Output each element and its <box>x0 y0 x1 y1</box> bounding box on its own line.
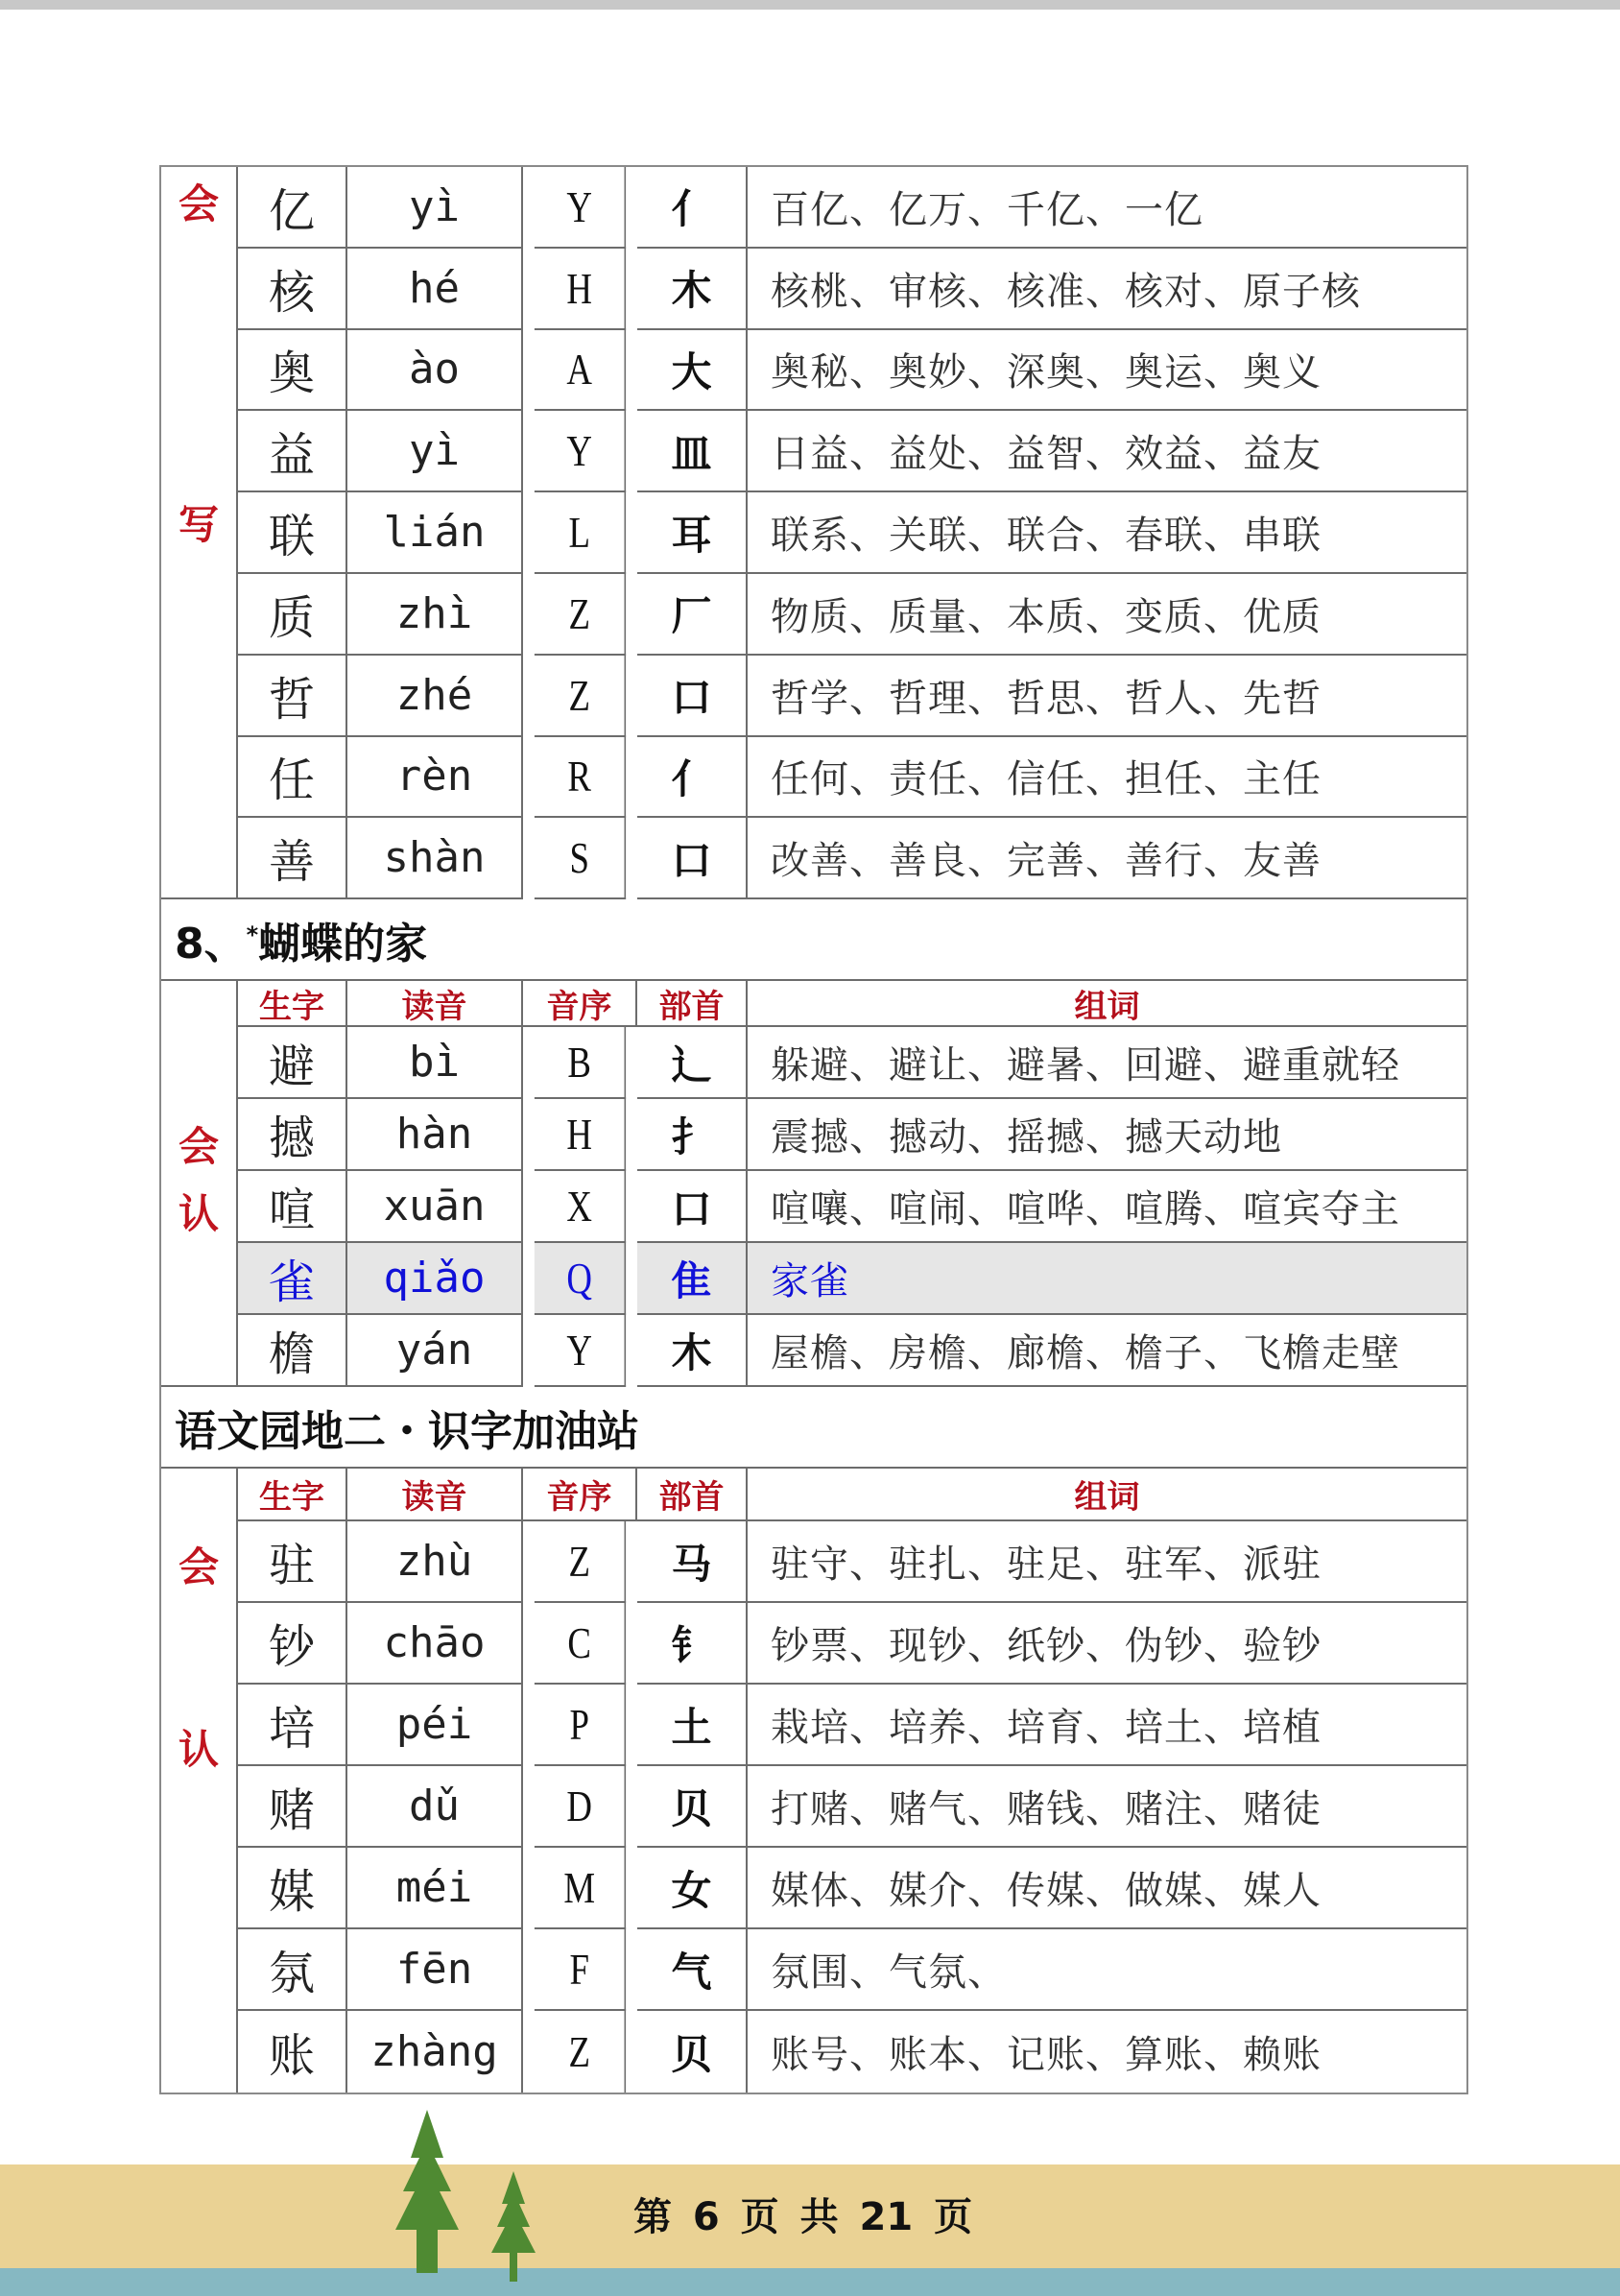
row-words-cell <box>748 411 1466 492</box>
row-char: 赌 <box>268 1783 315 1838</box>
row-words-cell <box>748 1099 1466 1171</box>
row-radical: 辶 <box>671 1040 712 1088</box>
row-char: 驻 <box>268 1539 315 1593</box>
row-char-cell <box>238 1685 347 1766</box>
row-pinyin: hé <box>409 263 460 313</box>
row-order-cell <box>535 249 626 330</box>
row-radical-cell <box>637 1315 748 1387</box>
row-char-cell <box>238 1766 347 1848</box>
label-hui: 会 <box>178 1123 219 1171</box>
row-char: 檐 <box>268 1327 315 1382</box>
row-pinyin: qiǎo <box>383 1254 486 1303</box>
row-radical-cell <box>637 411 748 492</box>
row-words: 改善、善良、完善、善行、友善 <box>771 839 1322 884</box>
row-order: Q <box>566 1254 592 1303</box>
row-words: 屋檐、房檐、廊檐、檐子、飞檐走壁 <box>771 1331 1400 1376</box>
row-pinyin-cell <box>347 1243 523 1315</box>
row-char: 联 <box>268 510 315 564</box>
row-radical: 耳 <box>671 511 712 559</box>
row-pinyin: fēn <box>395 1945 473 1995</box>
row-pinyin-cell <box>347 330 523 412</box>
row-char: 善 <box>268 835 315 890</box>
header-words <box>748 981 1466 1027</box>
row-order-cell <box>535 167 626 249</box>
row-order: F <box>569 1945 589 1995</box>
section-label-column <box>161 981 238 1387</box>
row-radical: 皿 <box>671 429 712 477</box>
row-char: 培 <box>268 1702 315 1757</box>
row-pinyin-cell <box>347 1766 523 1848</box>
row-pinyin-cell <box>347 1171 523 1243</box>
row-order-cell <box>535 1848 626 1929</box>
row-radical-cell <box>637 2011 748 2093</box>
vocabulary-table <box>159 165 1468 2094</box>
row-char-cell <box>238 167 347 249</box>
row-order: H <box>566 263 592 313</box>
row-char: 喧 <box>268 1184 315 1238</box>
row-char: 质 <box>268 590 315 645</box>
row-radical: 马 <box>671 1540 712 1588</box>
row-pinyin: zhàng <box>370 2027 498 2077</box>
row-char-cell <box>238 818 347 899</box>
row-words: 氛围、气氛、 <box>771 1950 1007 1996</box>
row-order-cell <box>535 492 626 574</box>
row-order: S <box>569 833 589 883</box>
row-radical: 钅 <box>671 1621 712 1669</box>
row-char-cell <box>238 1521 347 1603</box>
row-char: 亿 <box>268 183 315 238</box>
row-words: 百亿、亿万、千亿、一亿 <box>771 187 1203 232</box>
row-pinyin-cell <box>347 1315 523 1387</box>
row-radical-cell <box>637 1929 748 2011</box>
page-number: 第 6 页 共 21 页 <box>633 2195 973 2239</box>
row-pinyin: zhì <box>395 588 473 638</box>
row-pinyin-cell <box>347 411 523 492</box>
row-char-cell <box>238 737 347 819</box>
row-radical-cell <box>637 167 748 249</box>
row-radical: 口 <box>671 1184 712 1232</box>
row-char-cell <box>238 1315 347 1387</box>
row-words-cell <box>748 1521 1466 1603</box>
row-radical: 土 <box>671 1703 712 1751</box>
row-pinyin: bì <box>409 1038 460 1088</box>
row-pinyin: zhù <box>395 1537 473 1587</box>
section-1-grid <box>161 167 1466 899</box>
row-radical: 木 <box>671 267 712 315</box>
row-char: 雀 <box>268 1256 315 1310</box>
row-words: 钞票、现钞、纸钞、伪钞、验钞 <box>771 1624 1322 1669</box>
header-pinyin-label: 读音 <box>401 987 467 1026</box>
row-radical-cell <box>637 492 748 574</box>
row-order-cell <box>535 2011 626 2093</box>
row-radical: 亻 <box>671 185 712 233</box>
row-char: 撼 <box>268 1112 315 1166</box>
row-char: 任 <box>268 753 315 808</box>
row-order: A <box>566 345 592 395</box>
optional-mark: * <box>246 921 259 948</box>
row-order-cell <box>535 1171 626 1243</box>
row-radical: 木 <box>671 1328 712 1376</box>
header-words <box>748 1469 1466 1521</box>
row-words-cell <box>748 1766 1466 1848</box>
header-order-label: 音序 <box>546 987 612 1026</box>
row-radical-cell <box>637 1766 748 1848</box>
row-words: 躲避、避让、避暑、回避、避重就轻 <box>771 1043 1400 1088</box>
row-char-cell <box>238 1099 347 1171</box>
label-second: 写 <box>178 501 219 548</box>
row-pinyin: hàn <box>395 1110 473 1160</box>
row-words-cell <box>748 737 1466 819</box>
row-words-cell <box>748 492 1466 574</box>
row-pinyin: méi <box>395 1863 473 1913</box>
row-char-cell <box>238 1929 347 2011</box>
row-words: 日益、益处、益智、效益、益友 <box>771 432 1322 477</box>
row-pinyin: péi <box>395 1700 473 1750</box>
row-order-cell <box>535 1243 626 1315</box>
row-pinyin-cell <box>347 2011 523 2093</box>
row-radical: 扌 <box>671 1112 712 1160</box>
row-pinyin-cell <box>347 1685 523 1766</box>
row-order: H <box>566 1110 592 1160</box>
row-pinyin: yán <box>395 1326 473 1375</box>
row-pinyin: chāo <box>383 1618 486 1668</box>
header-char-label: 生字 <box>259 1478 324 1518</box>
row-char: 奥 <box>268 347 315 401</box>
row-pinyin-cell <box>347 1099 523 1171</box>
row-radical: 隹 <box>671 1256 712 1304</box>
header-pinyin <box>347 981 523 1027</box>
row-radical: 口 <box>671 674 712 722</box>
row-char: 媒 <box>268 1865 315 1920</box>
header-char <box>238 981 347 1027</box>
row-char-cell <box>238 1848 347 1929</box>
row-words-cell <box>748 1027 1466 1099</box>
header-order <box>523 981 637 1027</box>
row-char: 避 <box>268 1040 315 1094</box>
row-words-cell <box>748 167 1466 249</box>
header-order-label: 音序 <box>546 1478 612 1518</box>
row-words-cell <box>748 2011 1466 2093</box>
row-char-cell <box>238 656 347 737</box>
pine-tree-icon <box>374 2110 480 2273</box>
row-order-cell <box>535 1766 626 1848</box>
row-char-cell <box>238 1603 347 1685</box>
row-words-cell <box>748 574 1466 656</box>
row-words-cell <box>748 1243 1466 1315</box>
row-pinyin: rèn <box>395 752 473 801</box>
row-order: X <box>566 1182 592 1232</box>
row-radical-cell <box>637 1027 748 1099</box>
row-radical-cell <box>637 330 748 412</box>
row-pinyin-cell <box>347 1027 523 1099</box>
row-pinyin: zhé <box>395 670 473 720</box>
row-radical: 厂 <box>671 592 712 640</box>
row-char: 核 <box>268 265 315 320</box>
row-order: P <box>569 1700 589 1750</box>
row-pinyin: yì <box>409 426 460 476</box>
row-pinyin: dǔ <box>409 1782 460 1831</box>
footer-water-strip <box>0 2268 1620 2296</box>
section-2-title-text: 蝴蝶的家 <box>258 919 428 969</box>
row-words-cell <box>748 330 1466 412</box>
row-char-cell <box>238 574 347 656</box>
row-radical: 亻 <box>671 754 712 802</box>
row-words-cell <box>748 1929 1466 2011</box>
row-order-cell <box>535 656 626 737</box>
row-order-cell <box>535 1603 626 1685</box>
section-label-column <box>161 167 238 899</box>
row-char-cell <box>238 411 347 492</box>
row-pinyin-cell <box>347 1603 523 1685</box>
row-radical: 贝 <box>671 2030 712 2078</box>
row-pinyin-cell <box>347 1848 523 1929</box>
row-pinyin-cell <box>347 656 523 737</box>
header-char-label: 生字 <box>259 987 324 1026</box>
header-pinyin <box>347 1469 523 1521</box>
row-radical: 贝 <box>671 1784 712 1832</box>
section-label-column <box>161 1469 238 2093</box>
row-words-cell <box>748 818 1466 899</box>
row-order: Y <box>566 1326 592 1375</box>
row-pinyin-cell <box>347 1929 523 2011</box>
label-second: 认 <box>178 1190 219 1238</box>
row-pinyin: ào <box>409 345 460 395</box>
row-pinyin: lián <box>383 508 486 558</box>
row-radical-cell <box>637 1848 748 1929</box>
row-char-cell <box>238 1171 347 1243</box>
row-char-cell <box>238 330 347 412</box>
top-bar <box>0 0 1620 10</box>
row-pinyin: shàn <box>383 833 486 883</box>
row-words: 奥秘、奥妙、深奥、奥运、奥义 <box>771 350 1322 395</box>
header-radical <box>637 981 748 1027</box>
row-char-cell <box>238 1027 347 1099</box>
row-order-cell <box>535 737 626 819</box>
row-radical-cell <box>637 1171 748 1243</box>
row-pinyin-cell <box>347 574 523 656</box>
row-words-cell <box>748 1315 1466 1387</box>
row-words: 账号、账本、记账、算账、赖账 <box>771 2033 1322 2078</box>
row-order-cell <box>535 1929 626 2011</box>
row-words: 哲学、哲理、哲思、哲人、先哲 <box>771 676 1322 721</box>
row-order: B <box>567 1038 591 1088</box>
row-words: 栽培、培养、培育、培土、培植 <box>771 1706 1322 1751</box>
row-radical-cell <box>637 656 748 737</box>
row-order-cell <box>535 818 626 899</box>
row-radical-cell <box>637 1685 748 1766</box>
header-pinyin-label: 读音 <box>401 1478 467 1518</box>
row-words-cell <box>748 656 1466 737</box>
row-words: 喧嚷、喧闹、喧哗、喧腾、喧宾夺主 <box>771 1187 1400 1232</box>
row-char-cell <box>238 249 347 330</box>
row-order-cell <box>535 330 626 412</box>
row-char-cell <box>238 1243 347 1315</box>
row-words-cell <box>748 1171 1466 1243</box>
row-radical-cell <box>637 574 748 656</box>
row-char-cell <box>238 492 347 574</box>
row-radical: 气 <box>671 1948 712 1996</box>
row-order-cell <box>535 1685 626 1766</box>
row-pinyin-cell <box>347 737 523 819</box>
row-words-cell <box>748 1603 1466 1685</box>
row-radical-cell <box>637 1521 748 1603</box>
row-words: 震撼、撼动、摇撼、撼天动地 <box>771 1115 1282 1160</box>
row-char-cell <box>238 2011 347 2093</box>
row-pinyin-cell <box>347 492 523 574</box>
row-radical: 女 <box>671 1866 712 1914</box>
header-radical-label: 部首 <box>658 1478 725 1518</box>
section-2-title <box>161 899 1466 981</box>
row-words: 驻守、驻扎、驻足、驻军、派驻 <box>771 1543 1322 1588</box>
row-order: D <box>566 1782 592 1831</box>
row-order: C <box>567 1618 591 1668</box>
row-radical-cell <box>637 1603 748 1685</box>
small-pine-tree-icon <box>480 2171 547 2282</box>
row-radical-cell <box>637 249 748 330</box>
row-words-cell <box>748 249 1466 330</box>
row-radical-cell <box>637 1243 748 1315</box>
row-char: 账 <box>268 2029 315 2084</box>
row-words: 家雀 <box>771 1259 849 1304</box>
row-order: R <box>567 752 591 801</box>
section-3-title <box>161 1387 1466 1469</box>
row-char: 氛 <box>268 1947 315 2001</box>
section-2-grid <box>161 981 1466 1387</box>
row-pinyin-cell <box>347 249 523 330</box>
row-words: 媒体、媒介、传媒、做媒、媒人 <box>771 1869 1322 1914</box>
label-second: 认 <box>178 1726 219 1774</box>
row-radical-cell <box>637 1099 748 1171</box>
row-pinyin: yì <box>409 181 460 231</box>
row-words: 物质、质量、本质、变质、优质 <box>771 594 1322 639</box>
row-order: L <box>568 508 590 558</box>
row-order-cell <box>535 1315 626 1387</box>
header-words-label: 组词 <box>1074 987 1140 1026</box>
row-pinyin-cell <box>347 818 523 899</box>
row-order: M <box>563 1863 596 1913</box>
row-order-cell <box>535 1521 626 1603</box>
section-3-title-text: 语文园地二・识字加油站 <box>175 1406 639 1456</box>
row-order: Y <box>566 181 592 231</box>
row-order: Z <box>568 1537 590 1587</box>
row-char: 益 <box>268 428 315 483</box>
section-2-number: 8、 <box>175 919 247 969</box>
header-words-label: 组词 <box>1074 1478 1140 1518</box>
row-order-cell <box>535 574 626 656</box>
row-order-cell <box>535 1027 626 1099</box>
row-order: Z <box>568 588 590 638</box>
header-order <box>523 1469 637 1521</box>
row-words: 核桃、审核、核准、核对、原子核 <box>771 269 1361 314</box>
section-3-grid <box>161 1469 1466 2093</box>
label-hui: 会 <box>178 180 219 227</box>
header-char <box>238 1469 347 1521</box>
row-order: Z <box>568 670 590 720</box>
row-order: Y <box>566 426 592 476</box>
row-radical: 口 <box>671 836 712 884</box>
row-words: 任何、责任、信任、担任、主任 <box>771 757 1322 802</box>
row-char: 哲 <box>268 672 315 727</box>
row-char: 钞 <box>268 1620 315 1675</box>
row-order-cell <box>535 1099 626 1171</box>
row-words-cell <box>748 1685 1466 1766</box>
row-radical: 大 <box>671 347 712 395</box>
row-words: 联系、关联、联合、春联、串联 <box>771 514 1322 559</box>
row-words: 打赌、赌气、赌钱、赌注、赌徒 <box>771 1787 1322 1832</box>
row-radical-cell <box>637 737 748 819</box>
header-radical-label: 部首 <box>658 987 725 1026</box>
row-pinyin-cell <box>347 167 523 249</box>
row-order-cell <box>535 411 626 492</box>
label-hui: 会 <box>178 1543 219 1591</box>
header-radical <box>637 1469 748 1521</box>
row-order: Z <box>568 2027 590 2077</box>
row-radical-cell <box>637 818 748 899</box>
row-pinyin: xuān <box>383 1182 486 1232</box>
row-pinyin-cell <box>347 1521 523 1603</box>
row-words-cell <box>748 1848 1466 1929</box>
